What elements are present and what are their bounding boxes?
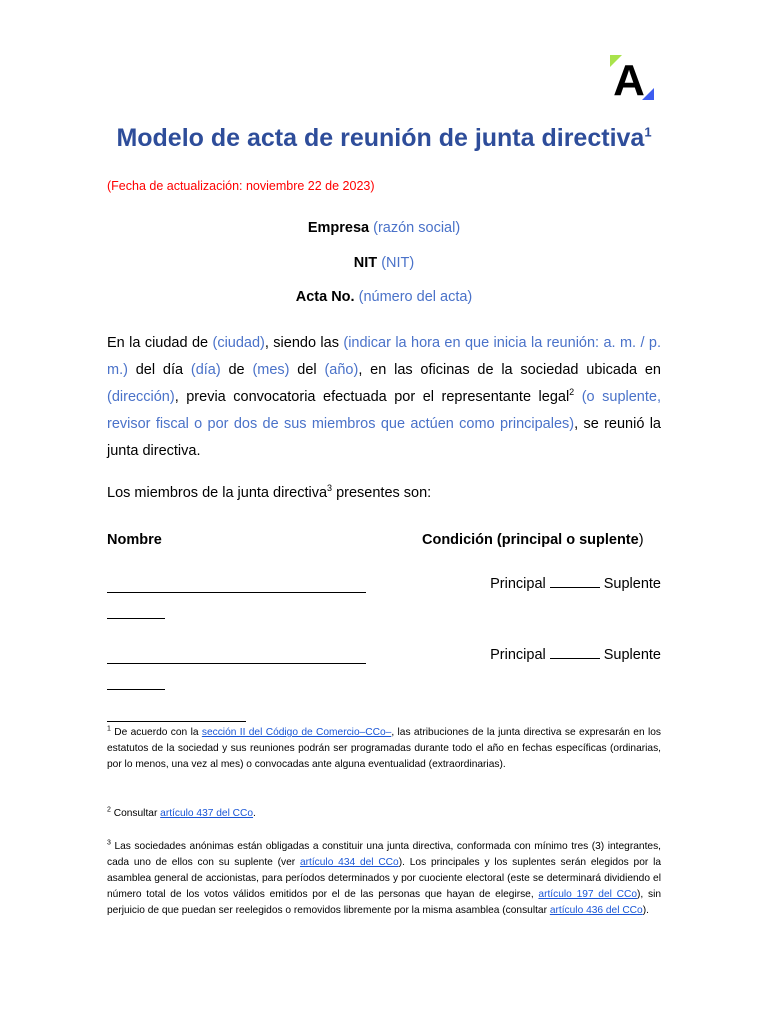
footnote-number: 1 xyxy=(107,725,111,733)
condition-column-header xyxy=(422,532,644,548)
footnote-number: 3 xyxy=(107,839,111,847)
suplente-blank[interactable] xyxy=(107,689,165,690)
footnote-separator xyxy=(107,721,246,722)
acta-placeholder: (número del acta) xyxy=(358,289,473,305)
member-name-blank[interactable] xyxy=(107,663,366,664)
title-text: Modelo de acta de reunión de junta directiva xyxy=(116,124,645,152)
time-placeholder: (indicar la hora en que inicia la reunión: a. m. / p. m.) xyxy=(107,335,661,378)
intro-text: En la ciudad de xyxy=(107,335,213,351)
article-436-link[interactable]: artículo 436 del CCo xyxy=(549,905,643,916)
footnote-text: , las atribuciones de la junta directiva se expresarán en los estatutos de la sociedad y sus reuniones podrán ser programadas durante todo el año en fechas específicas (ordinarias, por lo menos, una vez al mes) o convocadas ante alguna eventualidad (extraordinarias). xyxy=(107,727,661,770)
article-437-link[interactable]: artículo 437 del CCo xyxy=(160,808,254,819)
address-placeholder: (dirección) xyxy=(107,389,175,405)
intro-text: , en las oficinas de la sociedad ubicada en xyxy=(358,362,661,378)
nit-placeholder: (NIT) xyxy=(381,255,415,271)
footnote-text: ). xyxy=(642,905,649,916)
condition-header-text: Condición (principal o suplente xyxy=(422,532,639,548)
acta-line xyxy=(0,289,768,305)
footnote-1 xyxy=(107,725,661,773)
member-name-blank[interactable] xyxy=(107,592,366,593)
company-label: Empresa xyxy=(307,220,370,236)
nit-line xyxy=(0,255,768,271)
article-197-link[interactable]: artículo 197 del CCo xyxy=(538,889,638,900)
title-footnote-ref: 1 xyxy=(644,124,652,140)
condition-row xyxy=(490,576,661,592)
logo-letter: A xyxy=(613,56,645,102)
city-placeholder: (ciudad) xyxy=(212,335,265,351)
intro-text: , previa convocatoria efectuada por el representante legal xyxy=(174,389,570,405)
principal-blank[interactable] xyxy=(550,587,600,588)
footnote-ref-2: 2 xyxy=(569,387,575,398)
members-text: presentes son: xyxy=(332,485,432,501)
members-text: Los miembros de la junta directiva xyxy=(107,485,328,501)
members-line xyxy=(107,485,431,501)
brand-logo xyxy=(608,54,656,102)
footnote-ref-3: 3 xyxy=(327,483,333,494)
company-line xyxy=(0,220,768,236)
footnote-text: ), sin perjuicio de que puedan ser reelegidos o removidos libremente por la misma asamblea (consultar xyxy=(107,889,661,916)
update-date-note: (Fecha de actualización: noviembre 22 de 2023) xyxy=(107,179,375,193)
intro-text: del xyxy=(289,362,325,378)
article-434-link[interactable]: artículo 434 del CCo xyxy=(299,857,399,868)
footnote-text: Las sociedades anónimas están obligadas a constituir una junta directiva, conformada con mínimo tres (3) integrantes, cada uno de ellos con su suplente (ver xyxy=(107,841,661,868)
day-placeholder: (día) xyxy=(190,362,221,378)
nit-label: NIT xyxy=(353,255,378,271)
footnote-number: 2 xyxy=(107,806,111,814)
footnote-text: De acuerdo con la xyxy=(110,727,202,738)
suplente-blank[interactable] xyxy=(107,618,165,619)
footnote-text: Consultar xyxy=(110,808,161,819)
intro-text: del día xyxy=(127,362,191,378)
footnote-3 xyxy=(107,839,661,919)
intro-text: , se reunió la junta directiva. xyxy=(107,416,661,459)
month-placeholder: (mes) xyxy=(252,362,290,378)
footnote-2 xyxy=(107,806,661,822)
principal-label: Principal xyxy=(490,576,546,592)
intro-text: , siendo las xyxy=(264,335,344,351)
principal-label: Principal xyxy=(490,647,546,663)
intro-paragraph xyxy=(107,330,661,465)
condition-header-close: ) xyxy=(638,532,644,548)
footnote-text: ). Los principales y los suplentes serán elegidos por la asamblea general de accionistas, para períodos determinados y por cuociente electoral (este se determinará dividiendo el número total de los votos válidos emitidos por el de las personas que hayan de elegirse, xyxy=(107,857,662,900)
principal-blank[interactable] xyxy=(550,658,600,659)
name-column-header: Nombre xyxy=(107,532,162,548)
footnote-text: . xyxy=(253,808,256,819)
year-placeholder: (año) xyxy=(324,362,359,378)
alternate-placeholder: (o suplente, revisor fiscal o por dos de sus miembros que actúen como principales) xyxy=(107,389,661,432)
acta-label: Acta No. xyxy=(295,289,355,305)
condition-row xyxy=(490,647,661,663)
suplente-label: Suplente xyxy=(603,576,661,592)
company-placeholder: (razón social) xyxy=(373,220,461,236)
intro-text: de xyxy=(220,362,253,378)
ccos-section-link[interactable]: sección II del Código de Comercio–CCo– xyxy=(201,727,392,738)
suplente-label: Suplente xyxy=(603,647,661,663)
document-title xyxy=(0,124,768,153)
